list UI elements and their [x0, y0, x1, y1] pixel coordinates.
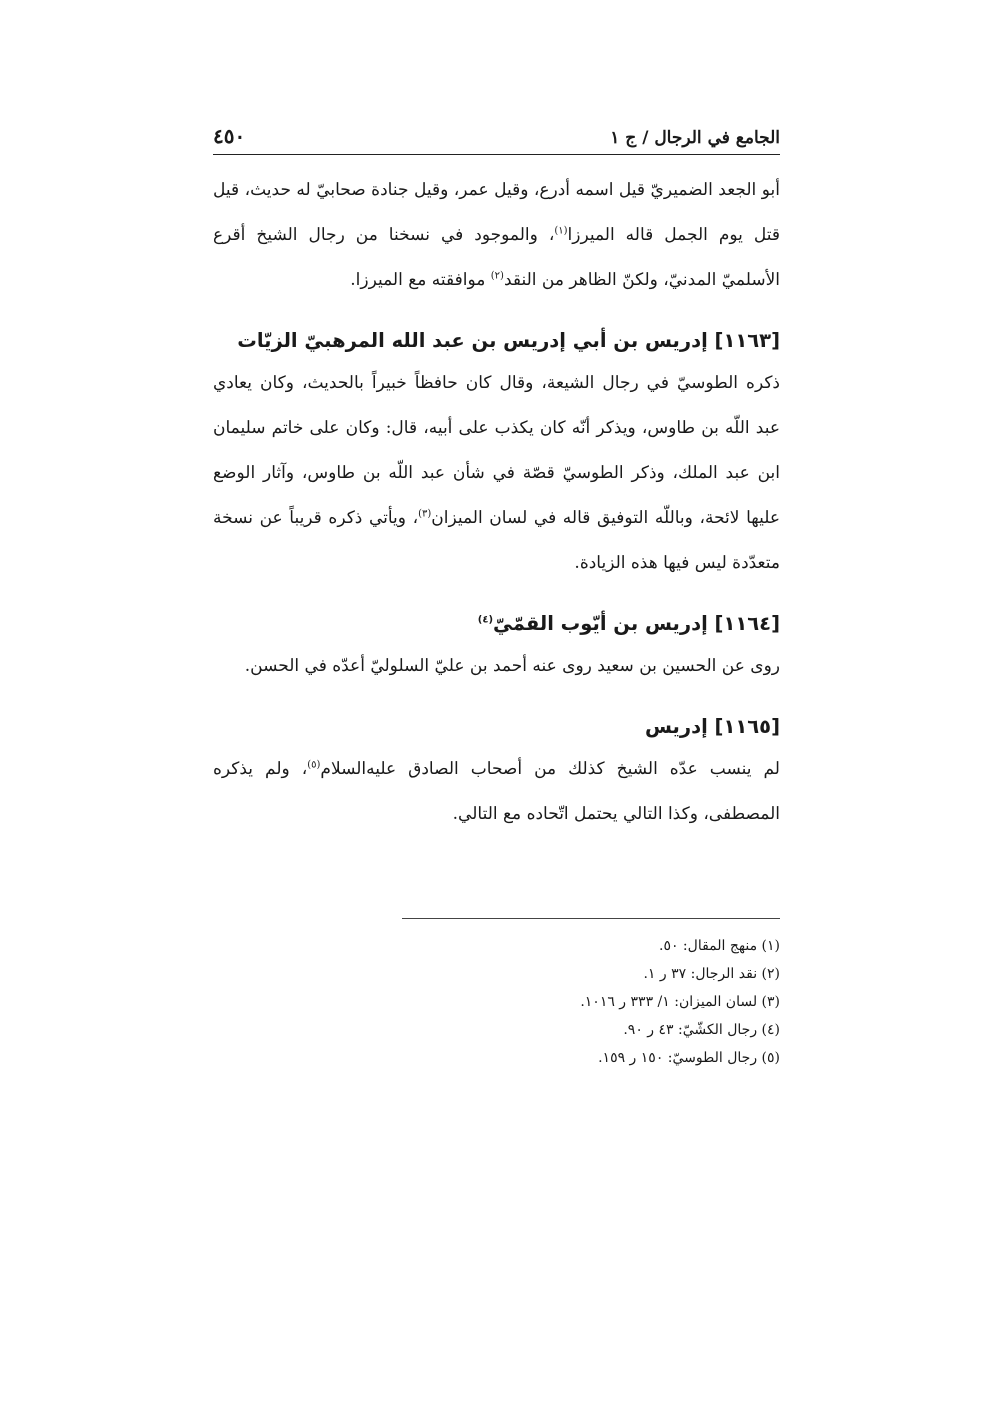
entry-text-1164: روى عن الحسين بن سعيد روى عنه أحمد بن عليّ السلوليّ أعدّه في الحسن. — [244, 656, 780, 676]
entry-text-1165 — [213, 747, 780, 837]
paragraph-text: ذكره الطوسيّ في رجال الشيعة، وقال كان حافظاً خبيراً بالحديث، وكان يعادي عبد اللّه بن طاوس، ويذكر أنّه كان يكذب على أبيه، قال: وكان على خاتم سليمان ابن عبد الملك، وذكر الطوسيّ قصّة في شأن عبد اللّه بن طاوس، وآثار الوضع عليها لائحة، وباللّه التوفيق قاله في لسان الميزان — [213, 373, 780, 528]
paragraph-text: ، ولم يذكره المصطفى، وكذا التالي يحتمل اتّحاده مع التالي. — [213, 759, 780, 824]
heading-text: [١١٦٤] إدريس بن أيّوب القمّيّ — [493, 612, 780, 635]
footnote-item: (١) منهج المقال: ٥٠. — [658, 938, 780, 954]
footnote-ref: (٣) — [418, 508, 432, 520]
footnote-ref: (١) — [554, 225, 568, 237]
body-text — [213, 168, 780, 837]
entry-heading-1163: [١١٦٣] إدريس بن أبي إدريس بن عبد الله المرهبيّ الزيّات — [237, 329, 780, 352]
paragraph-text: ، والموجود في نسخنا من رجال الشيخ أقرع الأسلميّ المدنيّ، ولكنّ الظاهر من النقد — [213, 225, 780, 290]
footnote-divider — [402, 918, 780, 919]
footnote-item: (٣) لسان الميزان: ١/ ٣٣٣ ر ١٠١٦. — [580, 994, 780, 1010]
footnote-item: (٤) رجال الكشّيّ: ٤٣ ر ٩٠. — [623, 1022, 780, 1038]
page-number: ٤٥٠ — [213, 124, 246, 148]
footnote-ref: (٤) — [477, 614, 494, 626]
footnotes — [213, 932, 780, 1072]
paragraph-continuation — [213, 168, 780, 303]
entry-heading-1164 — [213, 604, 780, 644]
footnote-item: (٥) رجال الطوسيّ: ١٥٠ ر ١٥٩. — [598, 1050, 780, 1066]
footnote-item: (٢) نقد الرجال: ٣٧ ر ١. — [643, 966, 780, 982]
paragraph-text: لم ينسب عدّه الشيخ كذلك من أصحاب الصادق عليه‌السلام — [320, 759, 780, 779]
footnote-ref: (٥) — [307, 759, 321, 771]
spacer — [213, 303, 780, 321]
paragraph-text: أبو الجعد الضميريّ قيل اسمه أدرع، وقيل عمر، وقيل جنادة صحابيّ له حديث، قيل قتل يوم الجمل قاله الميرزا — [213, 180, 780, 245]
entry-text-1163 — [213, 361, 780, 586]
footnote-ref: (٢) — [490, 270, 504, 282]
paragraph-text: موافقته مع الميرزا. — [350, 270, 491, 290]
book-page — [213, 0, 780, 1403]
spacer — [213, 689, 780, 707]
spacer — [213, 586, 780, 604]
entry-heading-1165: [١١٦٥] إدريس — [644, 715, 780, 738]
running-title: الجامع في الرجال / ج ١ — [610, 128, 780, 148]
paragraph-text: ، ويأتي ذكره قريباً عن نسخة متعدّدة ليس فيها هذه الزيادة. — [213, 508, 780, 573]
running-header — [213, 117, 780, 155]
